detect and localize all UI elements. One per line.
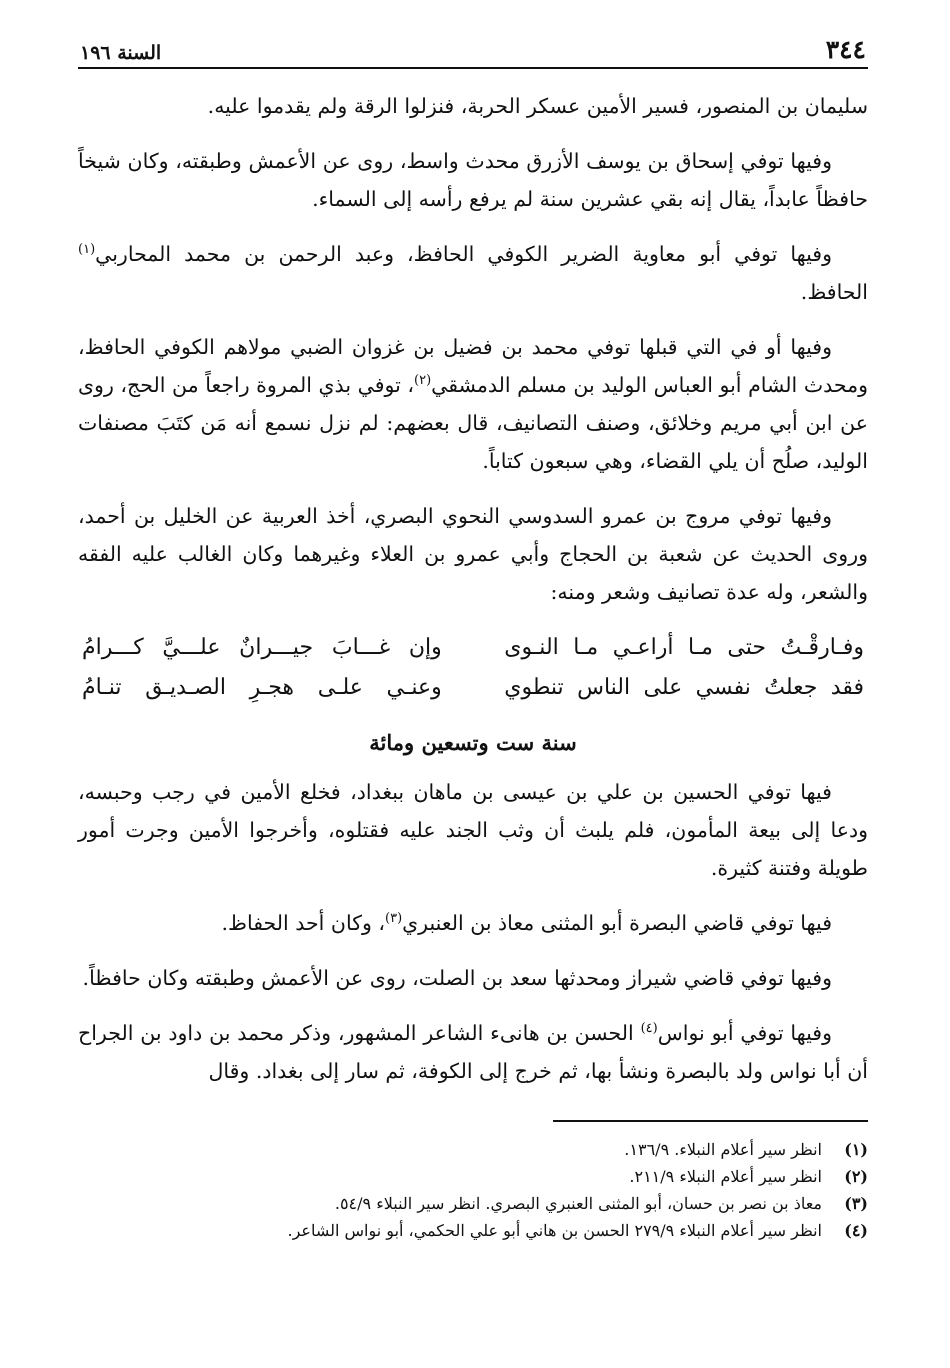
footnote	[78, 1163, 868, 1190]
footnote-reference: (١)	[78, 242, 96, 258]
paragraph	[78, 773, 868, 887]
verse-first-hemistich: وفـارقْـتُ حتى مـا أراعـي مـا النـوى	[504, 635, 864, 660]
paragraph	[78, 87, 868, 125]
verse-first-hemistich: فقد جعلتُ نفسي على الناس تنطوي	[504, 675, 864, 700]
paragraph-text: وفيها توفي إسحاق بن يوسف الأزرق محدث واسط، روى عن الأعمش وطبقته، وكان شيخاً حافظاً عابداً، يقال إنه بقي عشرين سنة لم يرفع رأسه إلى السماء.	[78, 149, 868, 211]
body-text	[78, 87, 868, 1090]
paragraph	[78, 328, 868, 480]
paragraph-text: وفيها أو في التي قبلها توفي محمد بن فضيل بن غزوان الضبي مولاهم الكوفي الحافظ، ومحدث الشام أبو العباس الوليد بن مسلم الدمشقي	[78, 335, 868, 397]
footnote-number: (٤)	[844, 1221, 868, 1240]
footnote	[78, 1217, 868, 1244]
paragraph	[78, 235, 868, 311]
paragraph	[78, 904, 868, 942]
paragraph-text: وفيها توفي قاضي شيراز ومحدثها سعد بن الصلت، روى عن الأعمش وطبقته وكان حافظاً.	[82, 966, 832, 990]
paragraph-text-continued: الحسن بن هانىء الشاعر المشهور، وذكر محمد بن داود بن الجراح أن أبا نواس ولد بالبصرة ونشأ بها، ثم خرج إلى الكوفة، ثم سار إلى بغداد. وقال	[78, 1021, 868, 1083]
footnote-reference: (٤)	[640, 1021, 658, 1037]
footnote-text: معاذ بن نصر بن حسان، أبو المثنى العنبري البصري. انظر سير النبلاء ٥٤/٩.	[334, 1194, 822, 1213]
footnote-number: (٣)	[844, 1194, 868, 1213]
footnote-reference: (٢)	[414, 373, 432, 389]
footnote-text: انظر سير أعلام النبلاء ٢٧٩/٩ الحسن بن هاني أبو علي الحكمي، أبو نواس الشاعر.	[287, 1221, 822, 1240]
running-header	[78, 28, 868, 69]
paragraph-text: وفيها توفي أبو نواس	[657, 1021, 833, 1045]
paragraph-text: فيها توفي الحسين بن علي بن عيسى بن ماهان ببغداد، فخلع الأمين في رجب وحبسه، ودعا إلى بيعة المأمون، فلم يلبث أن وثب الجند عليه فقتلوه، وأخرجوا الأمين وجرت أمور طويلة وفتنة كثيرة.	[78, 780, 868, 880]
footnote-divider	[553, 1120, 868, 1122]
paragraph-text-continued: الحافظ.	[800, 280, 868, 304]
paragraph	[78, 497, 868, 611]
footnote-text: انظر سير أعلام النبلاء. ١٣٦/٩.	[624, 1140, 822, 1159]
running-title: السنة ١٩٦	[80, 42, 162, 64]
paragraph	[78, 142, 868, 218]
paragraph-text: فيها توفي قاضي البصرة أبو المثنى معاذ بن العنبري	[402, 911, 832, 935]
paragraph-text: وفيها توفي أبو معاوية الضرير الكوفي الحافظ، وعبد الرحمن بن محمد المحاربي	[95, 242, 832, 266]
footnote-reference: (٣)	[385, 911, 403, 927]
paragraph-text: سليمان بن المنصور، فسير الأمين عسكر الحربة، فنزلوا الرقة ولم يقدموا عليه.	[207, 94, 868, 118]
paragraph	[78, 1014, 868, 1090]
book-page	[78, 28, 868, 1328]
footnote-number: (١)	[844, 1140, 868, 1159]
footnotes	[78, 1136, 868, 1244]
paragraph-text: وفيها توفي مروج بن عمرو السدوسي النحوي البصري، أخذ العربية عن الخليل بن أحمد، وروى الحديث عن شعبة بن الحجاج وأبي عمرو بن العلاء وغيرهما وكان الغالب عليه الفقه والشعر، وله عدة تصانيف وشعر ومنه:	[78, 504, 868, 604]
verse-second-hemistich: وعنـي علـى هجـرِ الصـديـق تنـامُ	[82, 675, 442, 700]
verse-second-hemistich: وإن غـــابَ جيـــرانٌ علـــيَّ كـــرامُ	[82, 635, 442, 660]
footnote-text: انظر سير أعلام النبلاء ٢١١/٩.	[629, 1167, 822, 1186]
footnote	[78, 1190, 868, 1217]
footnote	[78, 1136, 868, 1163]
poem	[78, 628, 868, 708]
paragraph-text-continued: ، وكان أحد الحفاظ.	[221, 911, 385, 935]
poem-verse	[78, 628, 868, 668]
poem-verse	[78, 668, 868, 708]
paragraph-text-continued: ، توفي بذي المروة راجعاً من الحج، روى عن ابن أبي مريم وخلائق، وصنف التصانيف، قال بعضهم: لم نزل نسمع أنه مَن كتَبَ مصنفات الوليد، صلُح أن يلي القضاء، وهي سبعون كتاباً.	[78, 373, 868, 473]
section-heading: سنة ست وتسعين ومائة	[369, 730, 577, 755]
footnote-number: (٢)	[844, 1167, 868, 1186]
page-number: ٣٤٤	[825, 35, 866, 64]
paragraph	[78, 959, 868, 997]
